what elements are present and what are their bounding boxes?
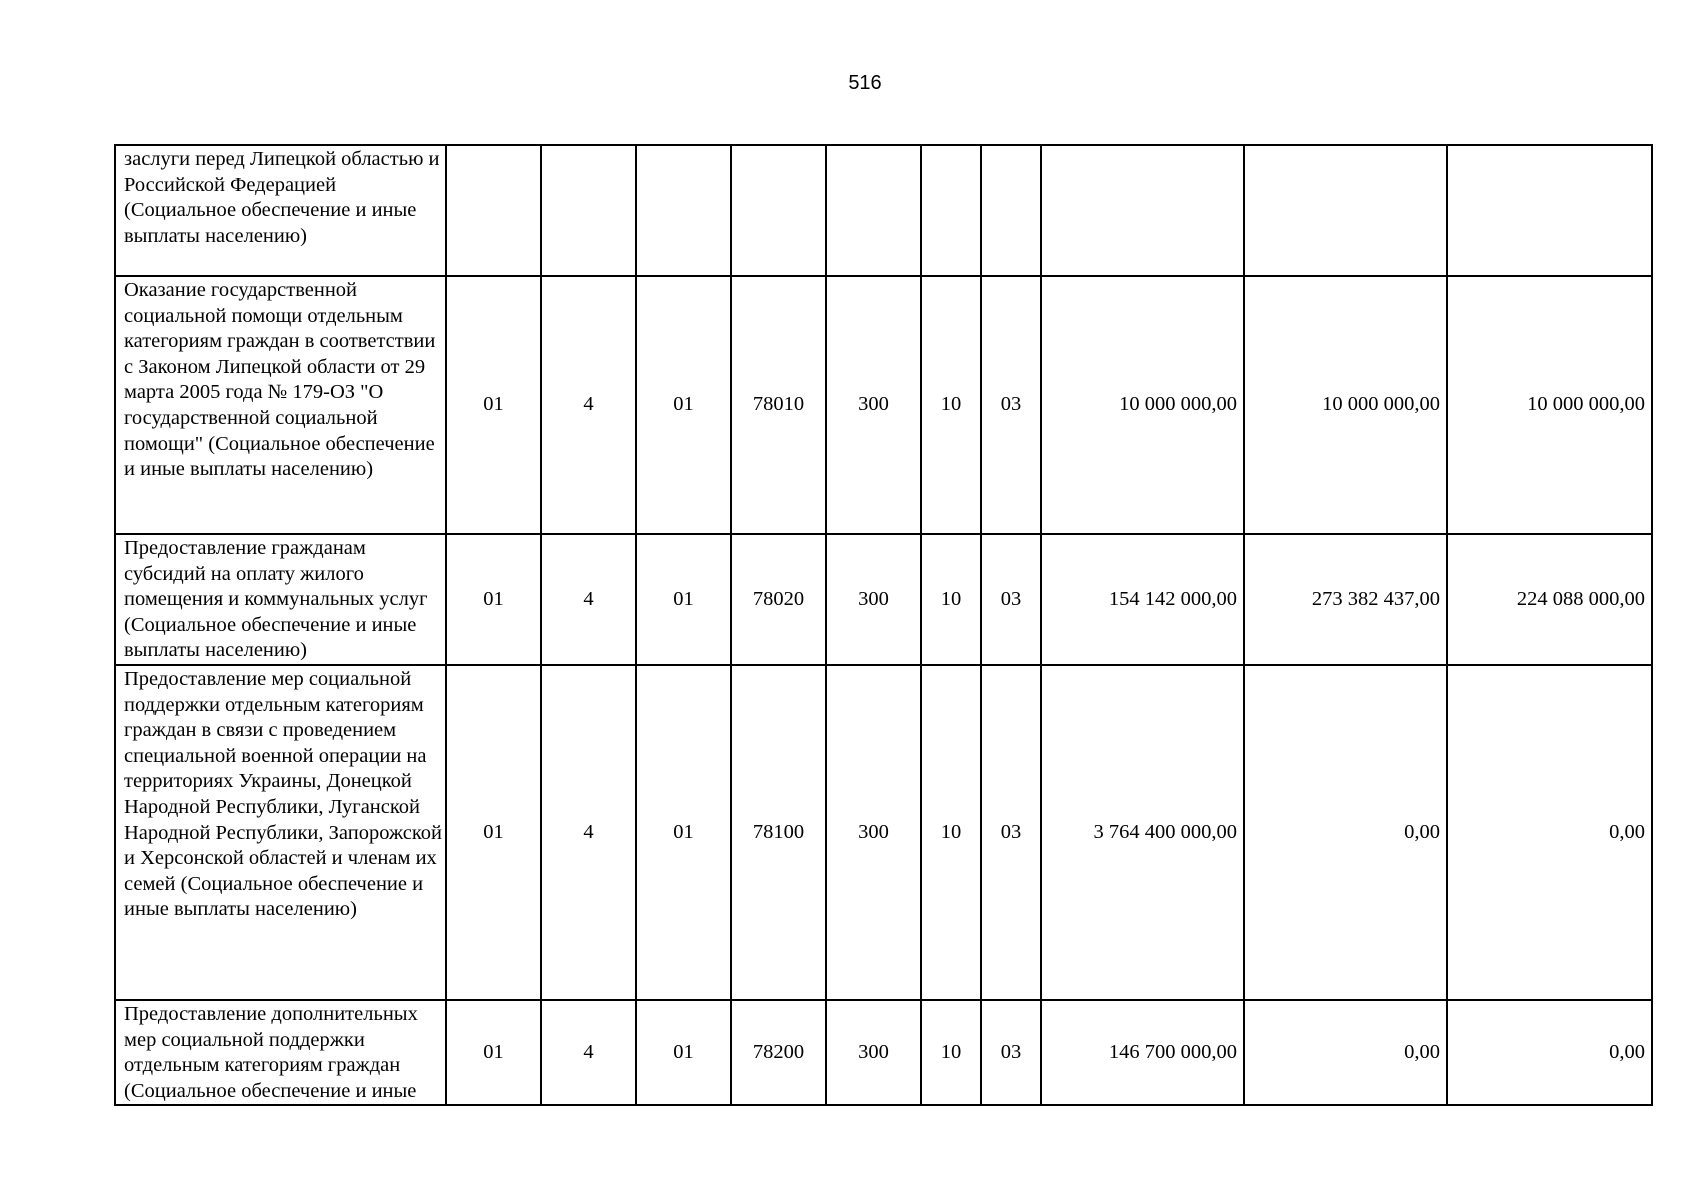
code-cell: 10 [921,534,981,665]
code-cell: 78200 [731,1000,826,1105]
amount-cell: 10 000 000,00 [1041,276,1244,534]
code-cell: 78020 [731,534,826,665]
amount-cell: 273 382 437,00 [1244,534,1447,665]
amount-cell: 0,00 [1244,1000,1447,1105]
code-cell: 4 [541,534,636,665]
code-cell: 01 [636,665,731,1000]
code-cell: 01 [446,665,541,1000]
code-cell: 300 [826,534,921,665]
amount-cell: 0,00 [1447,1000,1652,1105]
budget-table [114,144,1653,1106]
amount-cell: 10 000 000,00 [1447,276,1652,534]
code-cell: 01 [636,534,731,665]
amount-cell: 0,00 [1447,665,1652,1000]
amount-cell: 3 764 400 000,00 [1041,665,1244,1000]
code-cell: 300 [826,276,921,534]
code-cell: 4 [541,665,636,1000]
table-row [115,534,1652,665]
code-cell: 78100 [731,665,826,1000]
code-cell: 01 [636,276,731,534]
code-cell: 10 [921,276,981,534]
code-cell: 01 [636,1000,731,1105]
amount-cell [1447,145,1652,276]
code-cell [921,145,981,276]
code-cell [636,145,731,276]
code-cell: 03 [981,1000,1041,1105]
table-row [115,145,1652,276]
code-cell: 03 [981,276,1041,534]
code-cell [446,145,541,276]
row-description: Предоставление мер социальной поддержки отдельным категориям граждан в связи с проведением специальной военной операции на территориях Украины, Донецкой Народной Республики, Луганской Народной Республики, Запорожской и Херсонской областей и членам их семей (Социальное обеспечение и иные выплаты населению) [115,665,446,1000]
code-cell: 10 [921,1000,981,1105]
code-cell: 300 [826,1000,921,1105]
row-description: Оказание государственной социальной помощи отдельным категориям граждан в соответствии с Законом Липецкой области от 29 марта 2005 года № 179-ОЗ "О государственной социальной помощи" (Социальное обеспечение и иные выплаты населению) [115,276,446,534]
code-cell: 01 [446,1000,541,1105]
code-cell: 01 [446,534,541,665]
row-description: заслуги перед Липецкой областью и Российской Федерацией (Социальное обеспечение и иные выплаты населению) [115,145,446,276]
code-cell: 10 [921,665,981,1000]
code-cell [541,145,636,276]
amount-cell: 146 700 000,00 [1041,1000,1244,1105]
code-cell [731,145,826,276]
code-cell: 4 [541,1000,636,1105]
amount-cell: 10 000 000,00 [1244,276,1447,534]
code-cell: 4 [541,276,636,534]
row-description: Предоставление гражданам субсидий на оплату жилого помещения и коммунальных услуг (Социальное обеспечение и иные выплаты населению) [115,534,446,665]
code-cell: 78010 [731,276,826,534]
row-description: Предоставление дополнительных мер социальной поддержки отдельным категориям граждан (Социальное обеспечение и иные [115,1000,446,1105]
amount-cell: 154 142 000,00 [1041,534,1244,665]
amount-cell: 0,00 [1244,665,1447,1000]
code-cell [981,145,1041,276]
table-row [115,665,1652,1000]
table-row [115,276,1652,534]
code-cell [826,145,921,276]
amount-cell [1041,145,1244,276]
code-cell: 03 [981,665,1041,1000]
amount-cell [1244,145,1447,276]
page-number: 516 [848,72,882,94]
code-cell: 03 [981,534,1041,665]
table-row [115,1000,1652,1105]
amount-cell: 224 088 000,00 [1447,534,1652,665]
code-cell: 01 [446,276,541,534]
code-cell: 300 [826,665,921,1000]
